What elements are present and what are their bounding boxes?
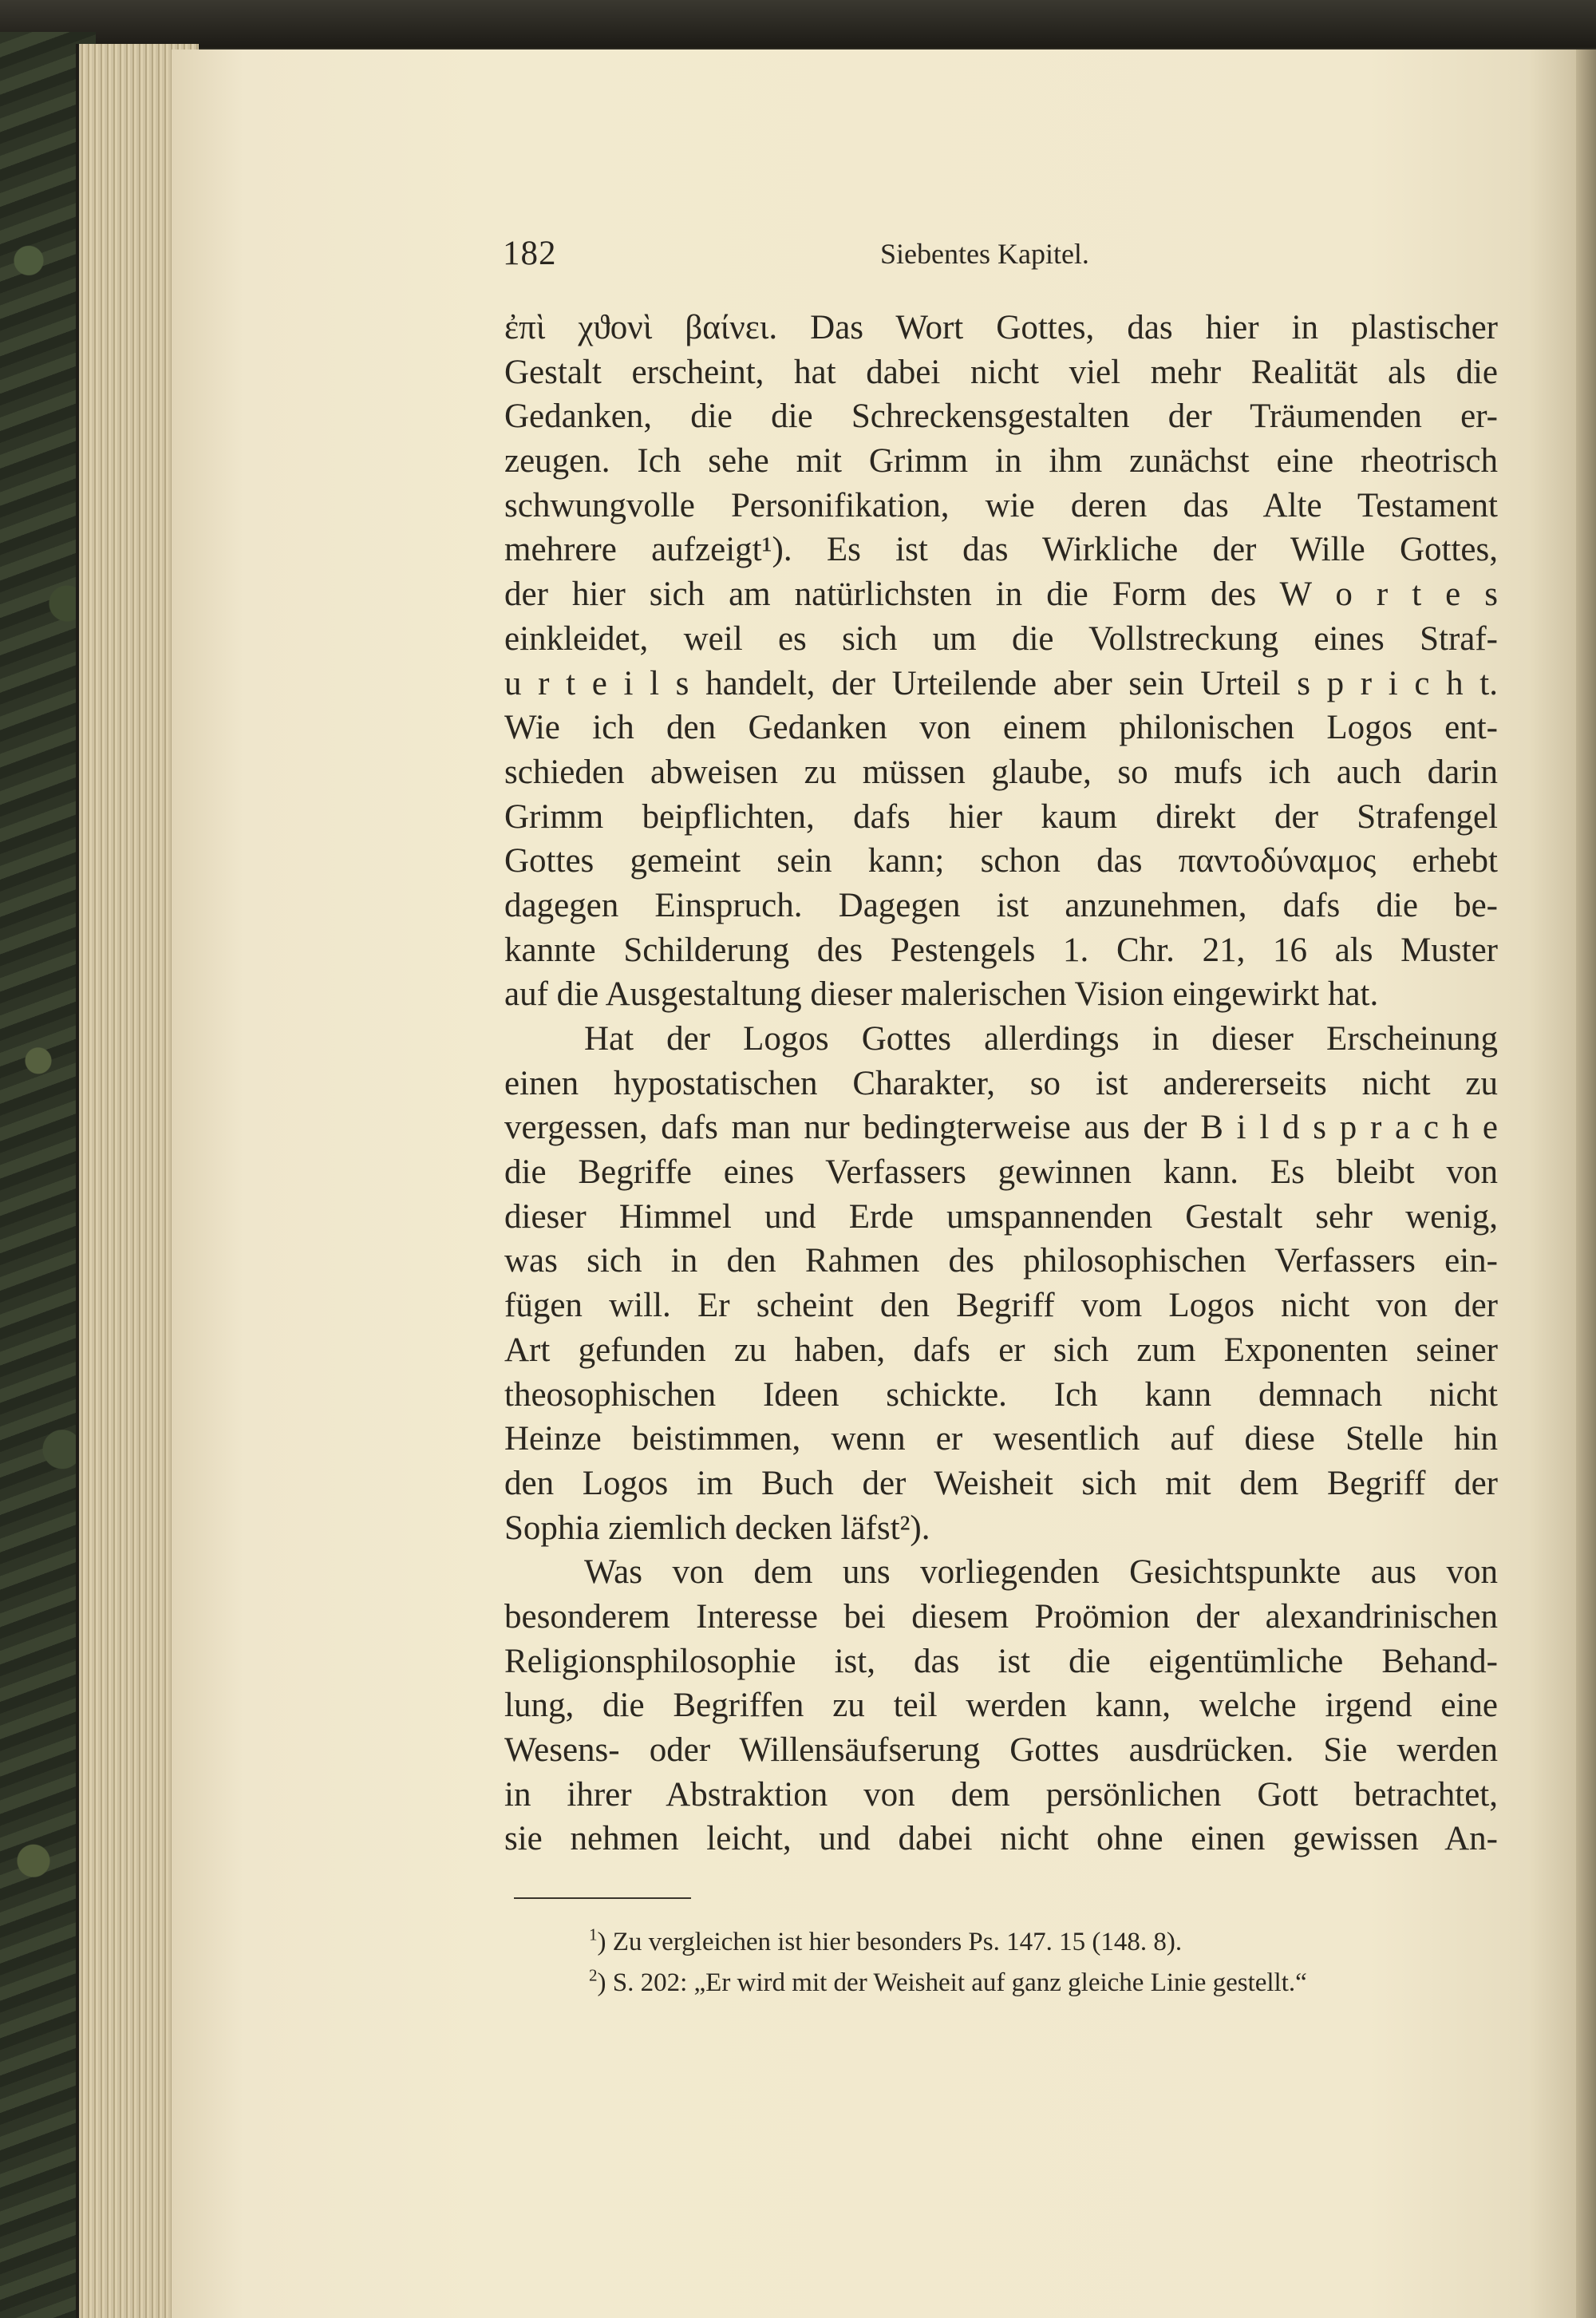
footnote-rule: [514, 1897, 691, 1899]
footnote-text: ) Zu vergleichen ist hier besonders Ps. 147. 15 (148. 8).: [597, 1928, 1183, 1956]
text-line: dieser Himmel und Erde umspannenden Gestalt sehr wenig,: [504, 1197, 1498, 1236]
text-line: u r t e i l s handelt, der Urteilende aber sein Urteil s p r i c h t.: [504, 664, 1498, 702]
text-line: dagegen Einspruch. Dagegen ist anzunehmen, dafs die be-: [504, 886, 1498, 924]
text-line: den Logos im Buch der Weisheit sich mit dem Begriff der: [504, 1464, 1498, 1502]
text-line: vergessen, dafs man nur bedingterweise aus der B i l d s p r a c h e: [504, 1109, 1498, 1147]
text-line: ἐπὶ χϑονὶ βαίνει. Das Wort Gottes, das hier in plastischer: [504, 309, 1498, 346]
text-line: Heinze beistimmen, wenn er wesentlich auf diese Stelle hin: [504, 1420, 1498, 1458]
text-line: Wesens- oder Willensäufserung Gottes ausdrücken. Sie werden: [504, 1731, 1498, 1769]
text-line: besonderem Interesse bei diesem Proömion der alexandrinischen: [504, 1597, 1498, 1636]
text-line: sie nehmen leicht, und dabei nicht ohne einen gewissen An-: [504, 1820, 1498, 1858]
text-line: schwungvolle Personifikation, wie deren das Alte Testament: [504, 486, 1498, 524]
text-line: Was von dem uns vorliegenden Gesichtspunkte aus von: [584, 1553, 1498, 1592]
text-line: Gedanken, die die Schreckensgestalten der Träumenden er-: [504, 398, 1498, 436]
book-top-edge: [0, 0, 1596, 48]
text-line: Hat der Logos Gottes allerdings in dieser Erscheinung: [584, 1020, 1498, 1058]
text-line: Grimm beipflichten, dafs hier kaum direkt der Strafengel: [504, 797, 1498, 836]
text-line: kannte Schilderung des Pestengels 1. Chr. 21, 16 als Muster: [504, 931, 1498, 969]
text-line: zeugen. Ich sehe mit Grimm in ihm zunächst eine rheotrisch: [504, 442, 1498, 481]
text-line: schieden abweisen zu müssen glaube, so mufs ich auch darin: [504, 753, 1498, 791]
text-line: einkleidet, weil es sich um die Vollstreckung eines Straf-: [504, 619, 1498, 658]
footnote-mark: 1: [589, 1924, 598, 1944]
text-line: fügen will. Er scheint den Begriff vom Logos nicht von der: [504, 1287, 1498, 1325]
footnote-mark: 2: [589, 1965, 598, 1985]
text-line: die Begriffe eines Verfassers gewinnen kann. Es bleibt von: [504, 1153, 1498, 1192]
footnote: [589, 1922, 1507, 1963]
text-line: Sophia ziemlich decken läfst²).: [504, 1509, 930, 1547]
text-line: Religionsphilosophie ist, das ist die eigentümliche Behand-: [504, 1642, 1498, 1680]
text-line: Wie ich den Gedanken von einem philonischen Logos ent-: [504, 709, 1498, 747]
text-line: theosophischen Ideen schickte. Ich kann demnach nicht: [504, 1375, 1498, 1414]
footnote: [589, 1963, 1507, 2004]
text-line: Art gefunden zu haben, dafs er sich zum Exponenten seiner: [504, 1331, 1498, 1369]
footnote-text: ) S. 202: „Er wird mit der Weisheit auf ganz gleiche Linie gestellt.“: [597, 1968, 1307, 1997]
book-gutter-right: [1576, 49, 1596, 2318]
text-line: in ihrer Abstraktion von dem persönlichen Gott betrachtet,: [504, 1775, 1498, 1814]
running-title: Siebentes Kapitel.: [880, 238, 1089, 270]
footnotes: [589, 1922, 1507, 2004]
text-line: einen hypostatischen Charakter, so ist andererseits nicht zu: [504, 1064, 1498, 1102]
text-line: lung, die Begriffen zu teil werden kann, welche irgend eine: [504, 1687, 1498, 1725]
text-line: auf die Ausgestaltung dieser malerischen Vision eingewirkt hat.: [504, 975, 1379, 1014]
page-number: 182: [503, 235, 557, 272]
text-line: der hier sich am natürlichsten in die Form des W o r t e s: [504, 576, 1498, 614]
text-line: Gestalt erscheint, hat dabei nicht viel mehr Realität als die: [504, 353, 1498, 391]
body-text: [504, 306, 1498, 1861]
text-line: Gottes gemeint sein kann; schon das παντοδύναμος erhebt: [504, 842, 1498, 880]
text-line: was sich in den Rahmen des philosophischen Verfassers ein-: [504, 1242, 1498, 1280]
text-line: mehrere aufzeigt¹). Es ist das Wirkliche der Wille Gottes,: [504, 531, 1498, 569]
